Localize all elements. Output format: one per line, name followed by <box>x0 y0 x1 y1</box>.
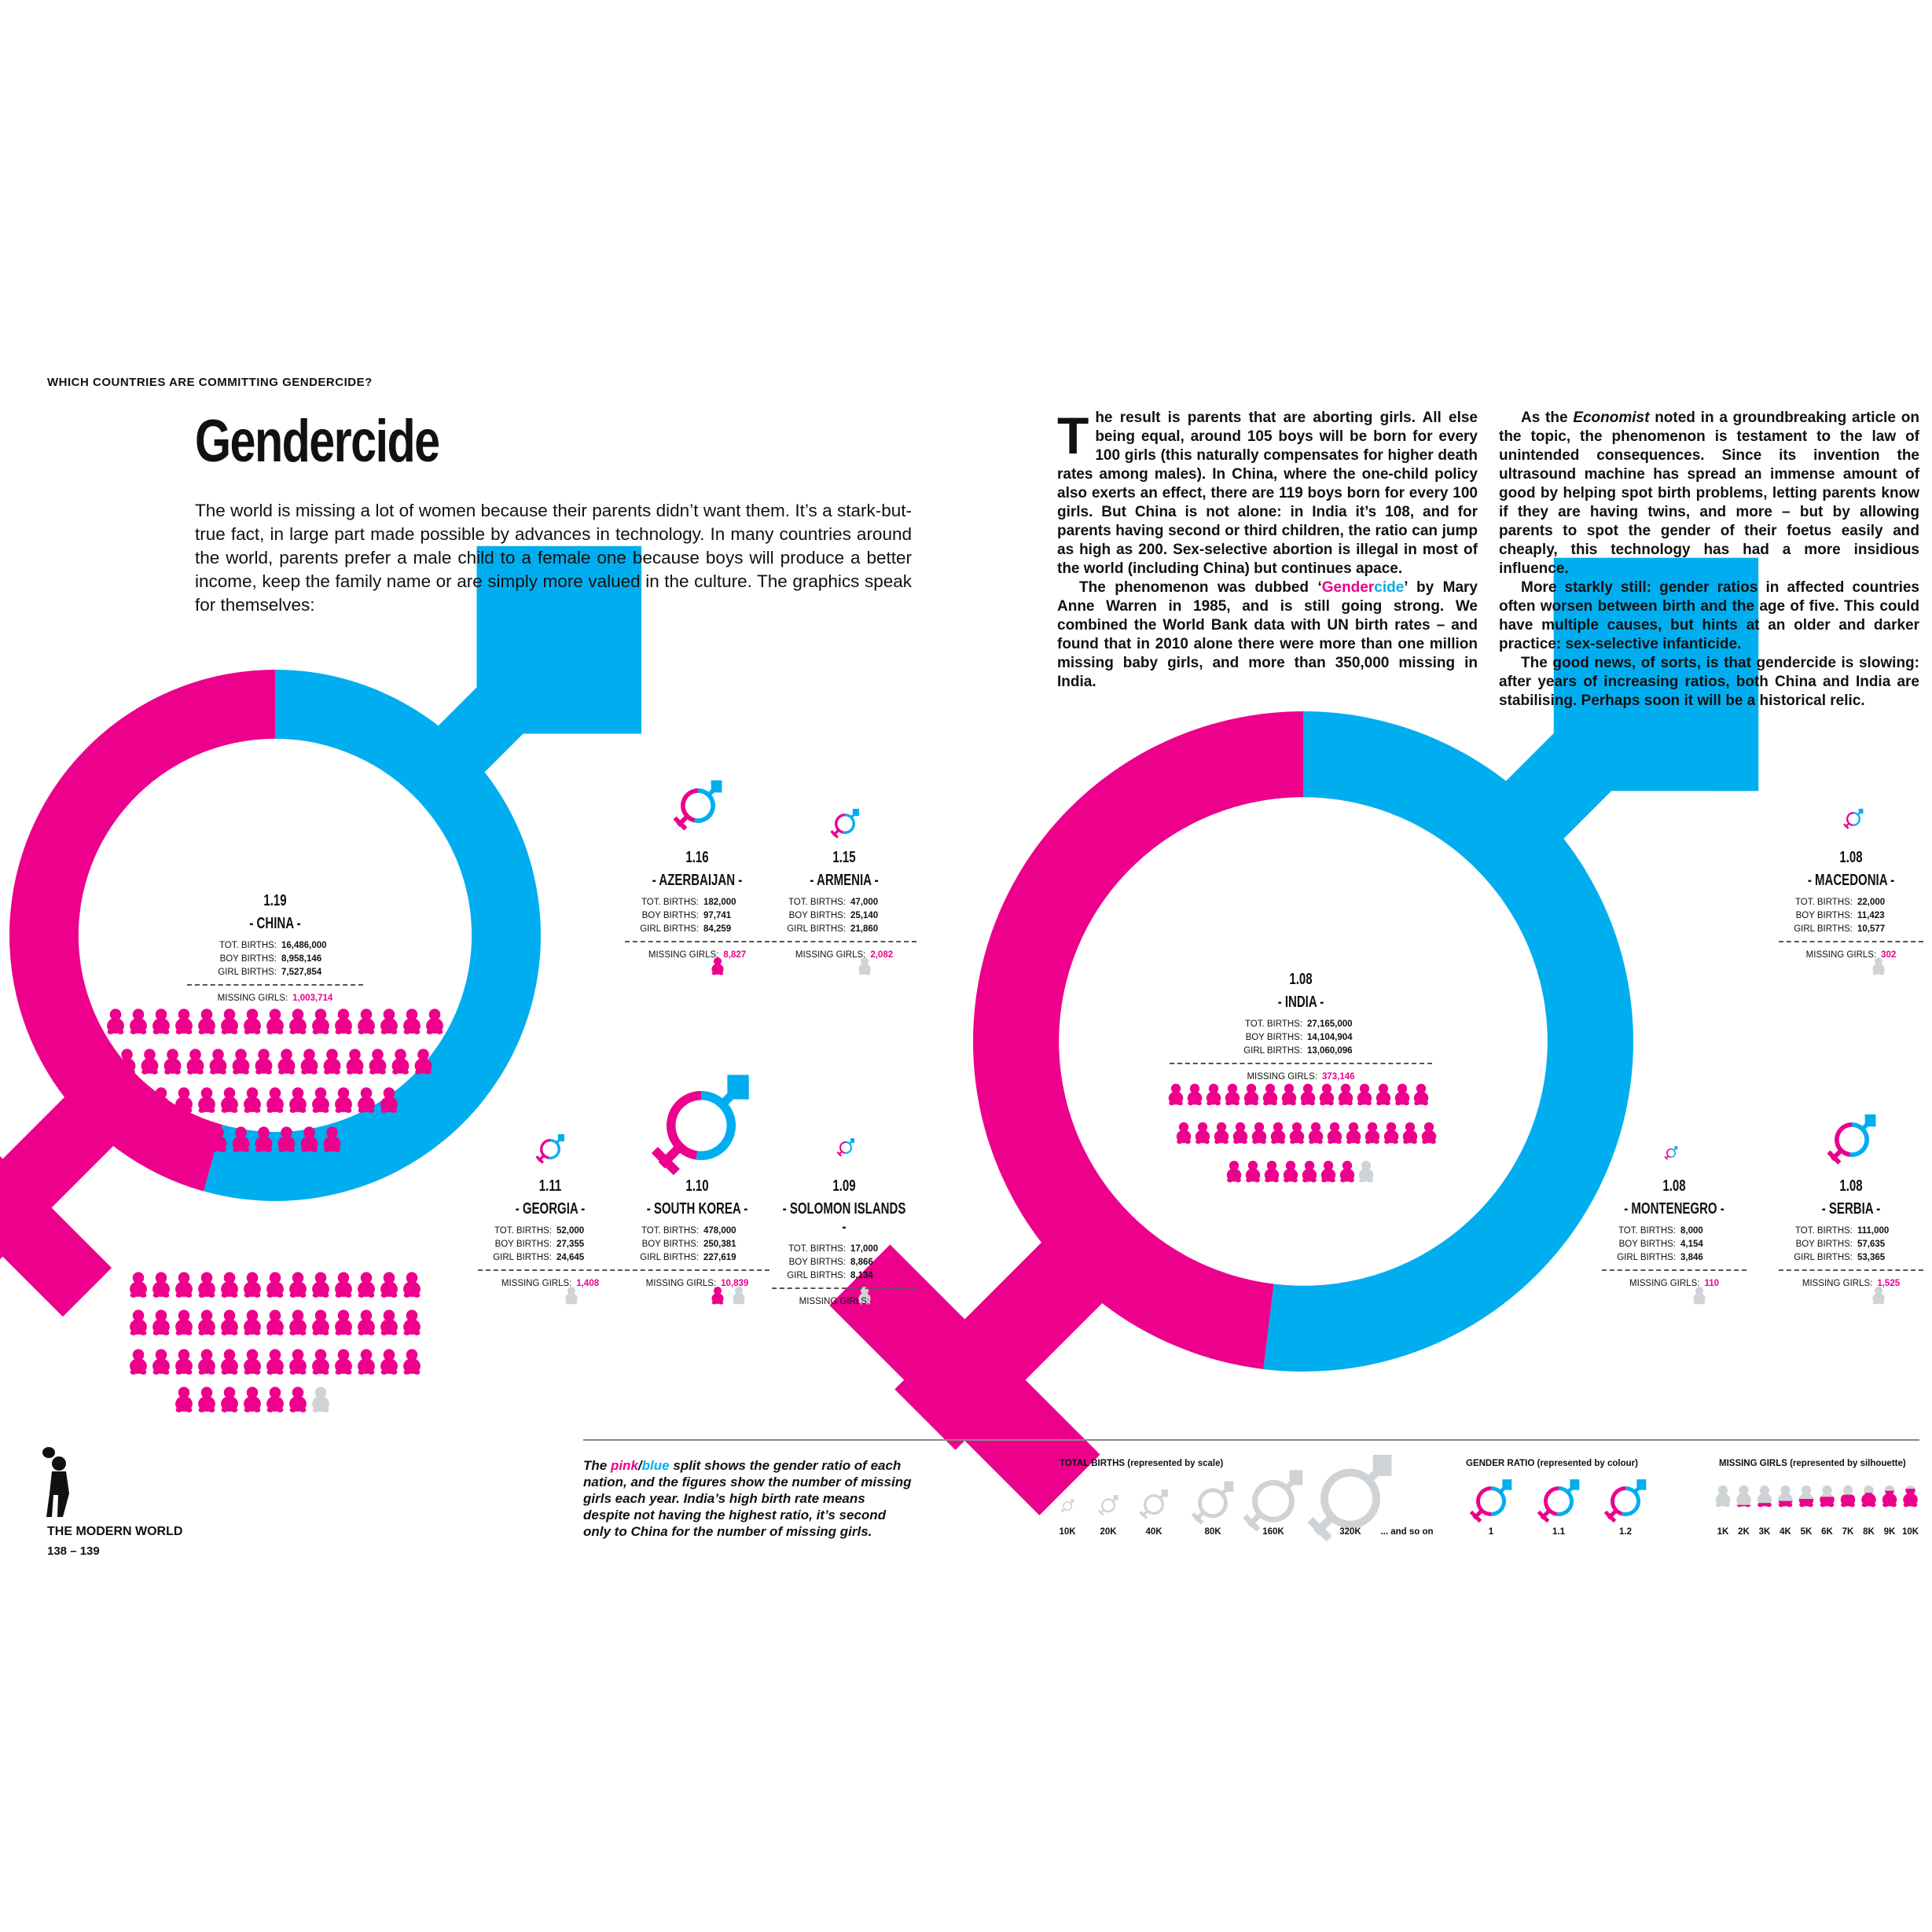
caption-slash: / <box>637 1458 642 1473</box>
china-baby-icon <box>369 1049 387 1074</box>
china-baby-icon <box>335 1008 352 1034</box>
country-name: - SOLOMON ISLANDS - <box>782 1200 906 1236</box>
india-baby-icon <box>1320 1084 1334 1106</box>
china-baby-icon <box>278 1126 296 1152</box>
china-baby-icon <box>358 1309 375 1335</box>
solomon-islands-gender-symbol <box>837 1138 854 1155</box>
montenegro-baby-icon <box>1693 1287 1705 1305</box>
china-baby-icon <box>403 1272 421 1298</box>
india-baby-icon <box>1227 1161 1241 1183</box>
india-baby-icon <box>1359 1161 1373 1183</box>
country-name: - MONTENEGRO - <box>1624 1200 1724 1218</box>
birth-stats: TOT. BIRTHS: 17,000 BOY BIRTHS: 8,866 GIRL BIRTHS: 8,134 <box>787 1244 879 1280</box>
china-baby-icon <box>289 1349 307 1375</box>
china-baby-icon <box>221 1309 238 1335</box>
china-baby-icon <box>255 1126 273 1152</box>
legend-ratio-symbol <box>1538 1479 1579 1521</box>
gender-ratio: 1.08 <box>1839 849 1863 866</box>
azerbaijan-baby-icon <box>711 957 723 975</box>
china-baby-icon <box>392 1049 410 1074</box>
article-col2-p2: More starkly still: gender ratios in affected countries often worsen between birth and the age of five. This could have multiple causes, but hints at an older and darker practice: sex-selective infanticide. <box>1499 579 1919 652</box>
china-baby-icon <box>358 1087 375 1113</box>
legend-scale-symbol <box>1245 1470 1303 1530</box>
china-baby-icon <box>233 1049 250 1074</box>
india-baby-icon <box>1225 1084 1240 1106</box>
legend-missing-label: 2K <box>1738 1527 1750 1537</box>
india-baby-icon <box>1290 1122 1304 1144</box>
india-baby-icon <box>1244 1084 1258 1106</box>
country-name: - AZERBAIJAN - <box>652 872 743 889</box>
china-baby-icon <box>289 1309 307 1335</box>
china-baby-icon <box>358 1349 375 1375</box>
article-column-1 <box>1057 406 1478 692</box>
china-baby-icon <box>415 1049 432 1074</box>
birth-stats: TOT. BIRTHS: 478,000 BOY BIRTHS: 250,381 GIRL BIRTHS: 227,619 <box>640 1226 736 1262</box>
missing-girls: MISSING GIRLS: 373,146 <box>1247 1072 1355 1082</box>
cide-word: cide <box>1374 579 1405 596</box>
legend-missing-label: 8K <box>1863 1527 1875 1537</box>
armenia-baby-icon <box>858 957 870 975</box>
china-baby-icon <box>324 1049 341 1074</box>
missing-girls: MISSING GIRLS: 110 <box>1629 1279 1720 1288</box>
caption-a: The <box>583 1458 611 1473</box>
china-baby-icon <box>198 1087 215 1113</box>
india-baby-icon <box>1284 1161 1298 1183</box>
legend-ratio-label: 1 <box>1488 1527 1494 1537</box>
india-baby-icon <box>1233 1122 1247 1144</box>
armenia-gender-symbol <box>832 809 859 838</box>
china-baby-icon <box>198 1309 215 1335</box>
legend-scale-symbol <box>1099 1495 1118 1515</box>
missing-girls: MISSING GIRLS: 2,082 <box>795 950 894 960</box>
india-baby-icon <box>1403 1122 1417 1144</box>
china-baby-icon <box>266 1008 284 1034</box>
birth-stats: TOT. BIRTHS: 111,000 BOY BIRTHS: 57,635 GIRL BIRTHS: 53,365 <box>1794 1226 1890 1262</box>
legend-ratio-symbol <box>1471 1479 1511 1521</box>
china-baby-icon <box>175 1309 193 1335</box>
macedonia-gender-symbol <box>1844 809 1864 828</box>
china-baby-icon <box>335 1272 352 1298</box>
china-baby-icon <box>266 1087 284 1113</box>
china-baby-icon <box>289 1087 307 1113</box>
birth-stats: TOT. BIRTHS: 52,000 BOY BIRTHS: 27,355 GIRL BIRTHS: 24,645 <box>493 1226 585 1262</box>
country-name: - INDIA - <box>1277 994 1324 1011</box>
china-baby-icon <box>312 1008 329 1034</box>
india-baby-icon <box>1365 1122 1379 1144</box>
china-baby-icon <box>244 1008 261 1034</box>
china-baby-icon <box>175 1087 193 1113</box>
china-baby-icon <box>164 1049 182 1074</box>
country-name: - MACEDONIA - <box>1807 872 1895 889</box>
gender-ratio: 1.19 <box>263 892 287 909</box>
birth-stats: TOT. BIRTHS: 22,000 BOY BIRTHS: 11,423 GIRL BIRTHS: 10,577 <box>1794 898 1886 934</box>
china-baby-icon <box>175 1387 193 1412</box>
legend-rule <box>583 1439 1919 1441</box>
divider <box>625 1269 769 1271</box>
china-baby-icon <box>198 1387 215 1412</box>
country-name: - GEORGIA - <box>515 1200 586 1218</box>
china-baby-icon <box>141 1049 159 1074</box>
missing-girls: MISSING GIRLS: 310 <box>799 1297 890 1306</box>
mother-child-icon <box>42 1447 69 1517</box>
china-baby-icon <box>403 1349 421 1375</box>
montenegro-gender-symbol <box>1665 1146 1677 1159</box>
divider <box>772 1287 916 1289</box>
china-baby-icon <box>266 1387 284 1412</box>
china-baby-icon <box>244 1087 261 1113</box>
divider <box>1602 1269 1747 1271</box>
article-col2-p3: The good news, of sorts, is that gendercide is slowing: after years of increasing ratios, both China and India are stabilising. Perhaps soon it will be a historical relic. <box>1499 655 1919 709</box>
china-baby-icon <box>244 1309 261 1335</box>
china-baby-icon <box>107 1008 124 1034</box>
missing-girls: MISSING GIRLS: 1,408 <box>501 1279 600 1288</box>
legend-missing-title: MISSING GIRLS (represented by silhouette) <box>1719 1459 1906 1468</box>
china-baby-icon <box>380 1272 398 1298</box>
article-col1-p1: he result is parents that are aborting girls. All else being equal, around 105 boys will be born for every 100 girls (this naturally compensates for higher death rates among males). In China, where the one-child policy also exerts an effect, there are 119 boys born for every 100 girls. But China is not alone: in India it’s 108, and for parents having second or third children, the ratio can jump as high as 200. Sex-selective abortion is illegal in most of the world (including China) but continues apace. <box>1057 410 1478 577</box>
legend-scale-label: 80K <box>1204 1527 1221 1537</box>
gender-ratio: 1.08 <box>1662 1177 1686 1195</box>
legend-missing-icon <box>1716 1486 1730 1508</box>
article-col2-p1b: noted in a groundbreaking article on the topic, the phenomenon is testament to the law of unintended consequences. Since its invention the ultrasound machine has spread an immense amount of good by helping spot birth problems, letting parents know if they are having twins, and more – but by allowing parents to spot the gender of their foetus easily and cheaply, this technology has had a more insidious influence. <box>1499 410 1919 577</box>
legend-scale-symbol <box>1061 1499 1074 1512</box>
south-korea-gender-symbol <box>655 1075 749 1173</box>
macedonia-baby-icon <box>1872 957 1884 975</box>
china-baby-icon <box>130 1008 147 1034</box>
india-baby-icon <box>1196 1122 1210 1144</box>
article-column-2 <box>1499 409 1919 711</box>
legend-scale-symbol <box>1310 1455 1391 1539</box>
china-baby-icon <box>358 1008 375 1034</box>
india-baby-icon <box>1395 1084 1409 1106</box>
kicker: WHICH COUNTRIES ARE COMMITTING GENDERCIDE? <box>47 376 373 389</box>
legend-scale-label: 20K <box>1100 1527 1117 1537</box>
south-korea-baby-icon <box>733 1287 744 1305</box>
legend-scale-label: 320K <box>1339 1527 1361 1537</box>
china-baby-icon <box>198 1008 215 1034</box>
country-name: - SERBIA - <box>1821 1200 1881 1218</box>
legend-ratio-symbol <box>1605 1479 1646 1521</box>
china-baby-icon <box>175 1349 193 1375</box>
china-baby-icon <box>255 1049 273 1074</box>
india-baby-icon <box>1340 1161 1354 1183</box>
legend-scale-label: 10K <box>1059 1527 1076 1537</box>
missing-girls: MISSING GIRLS: 8,827 <box>648 950 747 960</box>
divider <box>625 941 769 942</box>
china-baby-icon <box>426 1008 443 1034</box>
legend-caption <box>583 1457 913 1540</box>
birth-stats: TOT. BIRTHS: 8,000 BOY BIRTHS: 4,154 GIRL BIRTHS: 3,846 <box>1617 1226 1703 1262</box>
india-baby-icon <box>1214 1122 1229 1144</box>
india-baby-icon <box>1263 1084 1277 1106</box>
china-baby-icon <box>266 1309 284 1335</box>
china-baby-icon <box>312 1272 329 1298</box>
china-baby-icon <box>312 1387 329 1412</box>
legend-missing-icon <box>1736 1486 1750 1508</box>
gender-ratio: 1.10 <box>685 1177 709 1195</box>
article-col2-p1a: As the <box>1521 410 1574 426</box>
intro-paragraph: The world is missing a lot of women because their parents didn’t want them. It’s a stark-but-true fact, in large part made possible by advances in technology. In many countries around the world, parents prefer a male child to a female one because boys will produce a better income, keep the family name or are simply more valued in the culture. The graphics speak for themselves: <box>195 501 912 615</box>
legend-scale-label: ... and so on <box>1380 1527 1434 1537</box>
india-baby-icon <box>1414 1084 1428 1106</box>
gender-word: Gender <box>1321 579 1375 596</box>
india-baby-icon <box>1265 1161 1279 1183</box>
country-block <box>758 849 931 960</box>
china-baby-icon <box>244 1349 261 1375</box>
legend-missing-label: 3K <box>1758 1527 1771 1537</box>
article-col1-p2a: The phenomenon was dubbed ‘ <box>1079 579 1322 596</box>
india-baby-icon <box>1282 1084 1296 1106</box>
georgia-gender-symbol <box>537 1134 564 1163</box>
china-baby-icon <box>266 1349 284 1375</box>
economist-title: Economist <box>1573 410 1650 426</box>
india-baby-icon <box>1169 1084 1183 1106</box>
legend-missing-label: 4K <box>1780 1527 1791 1537</box>
china-baby-icon <box>244 1387 261 1412</box>
azerbaijan-gender-symbol <box>674 781 722 829</box>
country-name: - ARMENIA - <box>810 872 879 889</box>
legend-total-births-title: TOTAL BIRTHS (represented by scale) <box>1060 1459 1224 1468</box>
china-baby-icon <box>312 1087 329 1113</box>
gender-ratio: 1.15 <box>832 849 856 866</box>
divider <box>1779 941 1923 942</box>
china-baby-icon <box>152 1272 170 1298</box>
china-baby-icon <box>221 1087 238 1113</box>
legend-missing-label: 6K <box>1821 1527 1833 1537</box>
article-col1-p2b: ’ by Mary Anne Warren in 1985, and is still going strong. We combined the World Bank data with UN birth rates – and found that in 2010 alone there were more than one million missing baby girls, and more than 350,000 missing in India. <box>1057 579 1478 690</box>
india-baby-icon <box>1301 1084 1315 1106</box>
china-baby-icon <box>244 1272 261 1298</box>
south-korea-baby-icon <box>711 1287 723 1305</box>
country-block <box>1588 1177 1761 1288</box>
china-baby-icon <box>119 1049 136 1074</box>
india-baby-icon <box>1188 1084 1202 1106</box>
serbia-gender-symbol <box>1828 1115 1875 1163</box>
birth-stats: TOT. BIRTHS: 182,000 BOY BIRTHS: 97,741 GIRL BIRTHS: 84,259 <box>640 898 736 934</box>
georgia-baby-icon <box>565 1287 577 1305</box>
china-baby-icon <box>130 1309 147 1335</box>
country-block <box>1155 971 1446 1082</box>
china-baby-icon <box>221 1387 238 1412</box>
india-baby-icon <box>1271 1122 1285 1144</box>
china-baby-icon <box>403 1008 421 1034</box>
china-baby-icon <box>198 1272 215 1298</box>
country-block <box>1765 849 1932 960</box>
india-baby-icon <box>1177 1122 1191 1144</box>
country-name: - CHINA - <box>249 915 301 932</box>
china-baby-icon <box>312 1309 329 1335</box>
legend-missing-label: 5K <box>1800 1527 1813 1537</box>
gender-ratio: 1.09 <box>832 1177 856 1195</box>
india-baby-icon <box>1309 1122 1323 1144</box>
legend-scale-symbol <box>1192 1481 1233 1522</box>
legend-scale-label: 160K <box>1262 1527 1284 1537</box>
china-baby-icon <box>152 1349 170 1375</box>
birth-stats: TOT. BIRTHS: 16,486,000 BOY BIRTHS: 8,958,146 GIRL BIRTHS: 7,527,854 <box>218 941 327 977</box>
missing-girls: MISSING GIRLS: 1,003,714 <box>217 994 333 1003</box>
divider <box>1779 1269 1923 1271</box>
india-baby-icon <box>1376 1084 1390 1106</box>
china-baby-icon <box>175 1008 193 1034</box>
india-baby-icon <box>1246 1161 1260 1183</box>
china-baby-icon <box>198 1349 215 1375</box>
caption-pink: pink <box>610 1458 638 1473</box>
legend-scale-symbol <box>1140 1489 1168 1519</box>
china-baby-icon <box>130 1349 147 1375</box>
country-block <box>173 892 377 1003</box>
china-baby-icon <box>301 1049 318 1074</box>
india-baby-icon <box>1207 1084 1221 1106</box>
india-baby-icon <box>1422 1122 1436 1144</box>
india-baby-icon <box>1357 1084 1372 1106</box>
china-baby-icon <box>152 1309 170 1335</box>
legend-missing-label: 10K <box>1901 1527 1919 1537</box>
china-baby-icon <box>335 1087 352 1113</box>
china-baby-icon <box>221 1272 238 1298</box>
china-baby-icon <box>266 1272 284 1298</box>
drop-cap: T <box>1057 406 1089 465</box>
legend-ratio-label: 1.2 <box>1619 1527 1632 1537</box>
china-baby-icon <box>289 1272 307 1298</box>
divider <box>1170 1063 1432 1064</box>
legend-missing-label: 1K <box>1717 1527 1729 1537</box>
gender-ratio: 1.11 <box>538 1177 562 1195</box>
china-baby-icon <box>380 1349 398 1375</box>
footer-section: THE MODERN WORLD <box>47 1525 183 1538</box>
china-baby-icon <box>221 1008 238 1034</box>
legend-scale-label: 40K <box>1145 1527 1163 1537</box>
india-baby-icon <box>1321 1161 1335 1183</box>
india-baby-icon <box>1328 1122 1342 1144</box>
china-baby-icon <box>210 1049 227 1074</box>
caption-blue: blue <box>641 1458 670 1473</box>
legend-ratio-title: GENDER RATIO (represented by colour) <box>1466 1459 1638 1468</box>
china-baby-icon <box>380 1008 398 1034</box>
divider <box>187 984 363 986</box>
missing-girls: MISSING GIRLS: 10,839 <box>645 1279 749 1288</box>
india-baby-icon <box>1384 1122 1398 1144</box>
country-block <box>1765 1177 1932 1288</box>
india-baby-icon <box>1302 1161 1317 1183</box>
china-baby-icon <box>130 1272 147 1298</box>
legend-missing-label: 7K <box>1842 1527 1854 1537</box>
china-baby-icon <box>187 1049 204 1074</box>
missing-girls: MISSING GIRLS: 302 <box>1805 950 1897 960</box>
china-baby-icon <box>289 1387 307 1412</box>
legend-missing-label: 9K <box>1883 1527 1896 1537</box>
china-baby-icon <box>403 1309 421 1335</box>
india-baby-icon <box>1339 1084 1353 1106</box>
footer-pages: 138 – 139 <box>47 1544 100 1558</box>
gender-ratio: 1.08 <box>1839 1177 1863 1195</box>
missing-girls: MISSING GIRLS: 1,525 <box>1802 1279 1901 1288</box>
gender-ratio: 1.16 <box>685 849 709 866</box>
china-baby-icon <box>278 1049 296 1074</box>
china-baby-icon <box>221 1349 238 1375</box>
country-block <box>758 1177 931 1306</box>
divider <box>772 941 916 942</box>
legend-ratio-label: 1.1 <box>1552 1527 1565 1537</box>
china-baby-icon <box>175 1272 193 1298</box>
birth-stats: TOT. BIRTHS: 47,000 BOY BIRTHS: 25,140 GIRL BIRTHS: 21,860 <box>787 898 879 934</box>
china-baby-icon <box>335 1309 352 1335</box>
india-baby-icon <box>1252 1122 1266 1144</box>
gender-ratio: 1.08 <box>1289 971 1313 988</box>
china-baby-icon <box>312 1349 329 1375</box>
china-baby-icon <box>335 1349 352 1375</box>
china-baby-icon <box>152 1008 170 1034</box>
serbia-baby-icon <box>1872 1287 1884 1305</box>
india-baby-icon <box>1346 1122 1361 1144</box>
caption-b: split shows the gender ratio of each nation, and the figures show the number of missing girls each year. India’s high birth rate means despite not having the highest ratio, it’s second only to China for the number of missing girls. <box>583 1458 912 1539</box>
china-baby-icon <box>347 1049 364 1074</box>
china-baby-icon <box>380 1309 398 1335</box>
country-name: - SOUTH KOREA - <box>646 1200 748 1218</box>
china-baby-icon <box>289 1008 307 1034</box>
china-baby-icon <box>358 1272 375 1298</box>
birth-stats: TOT. BIRTHS: 27,165,000 BOY BIRTHS: 14,104,904 GIRL BIRTHS: 13,060,096 <box>1243 1019 1353 1056</box>
divider <box>478 1269 623 1271</box>
page-title: Gendercide <box>195 408 439 475</box>
